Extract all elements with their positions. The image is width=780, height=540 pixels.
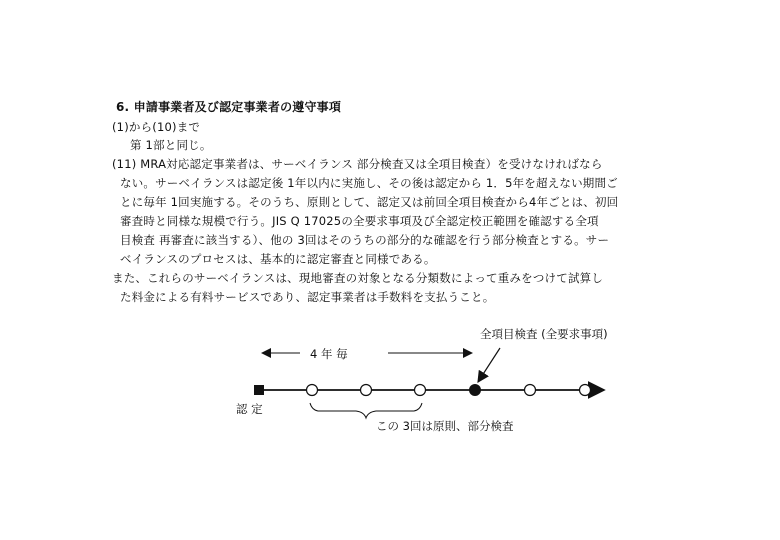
start-label: 認 定 [236,402,263,416]
partial-inspection-node [580,385,591,396]
partial-inspection-node [415,385,426,396]
interval-label: 4 年 毎 [310,347,348,361]
accreditation-marker [254,385,264,395]
full-inspection-label: 全項目検査 (全要求事項) [480,327,608,341]
item11-line-6: ベイランスのプロセスは、基本的に認定審査と同様である。 [120,252,436,266]
item-range: (1)から(10)まで [112,120,201,134]
partial-inspection-node [307,385,318,396]
partial-inspection-node [525,385,536,396]
same-as-part1: 第 1部と同じ。 [130,138,212,152]
section-heading: 6. 申請事業者及び認定事業者の遵守事項 [116,100,342,114]
partial-inspection-brace [310,403,422,418]
item11-line-1: (11) MRA対応認定事業者は、サーベイランス 部分検査又は全項目検査）を受けなければなら [112,157,603,171]
para2-line-2: た料金による有料サービスであり、認定事業者は手数料を支払うこと。 [120,290,495,304]
full-inspection-node [469,384,481,396]
item11-line-4: 審査時と同様な規模で行う。JIS Q 17025の全要求事項及び全認定校正範囲を確認する全項 [120,214,599,228]
item11-line-5: 目検査 再審査に該当する）、他の 3回はそのうちの部分的な確認を行う部分検査とする。サー [120,233,610,247]
para2-line-1: また、これらのサーベイランスは、現地審査の対象となる分類数によって重みをつけて試算し [112,271,604,285]
partial-inspection-note: この 3回は原則、部分検査 [376,419,514,433]
item11-line-2: ない。サーベイランスは認定後 1年以内に実施し、その後は認定から 1．5年を超えない期間ご [120,176,618,190]
partial-inspection-node [361,385,372,396]
item11-line-3: とに毎年 1回実施する。そのうち、原則として、認定又は前回全項目検査から4年ごとは、初回 [120,195,619,209]
full-inspection-pointer [478,348,500,382]
